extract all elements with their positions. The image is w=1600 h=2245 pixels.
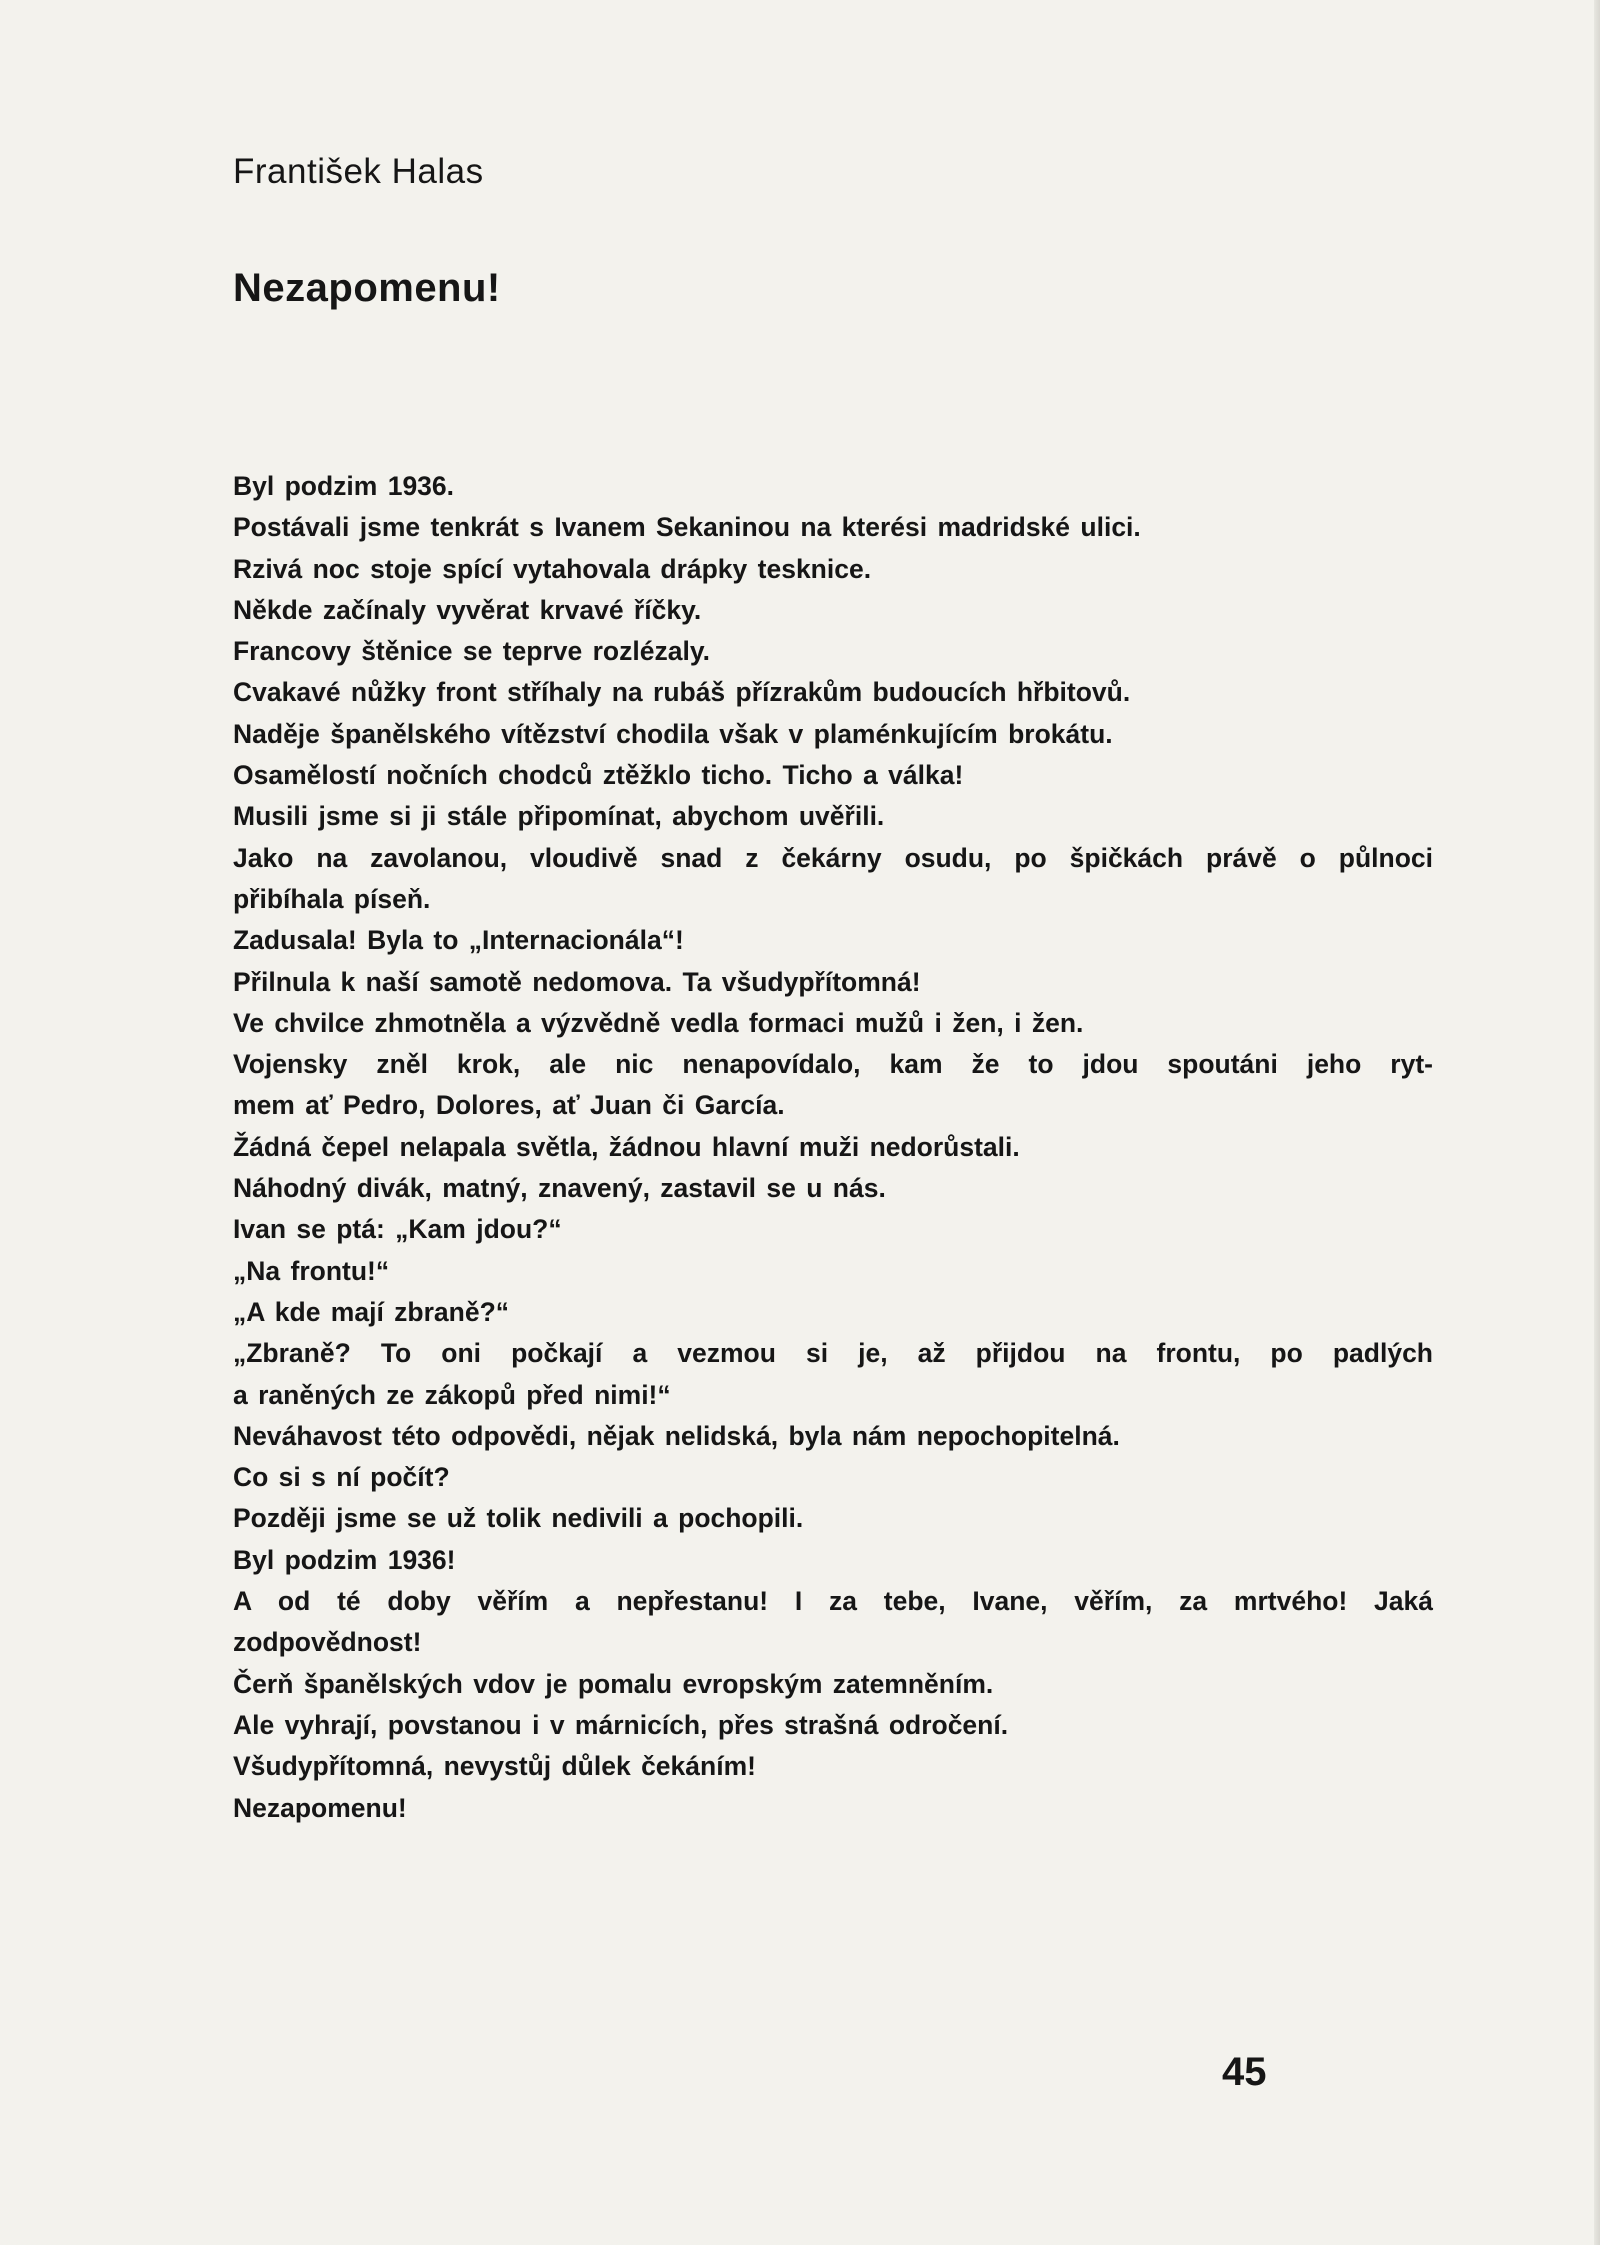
poem-line: A od té doby věřím a nepřestanu! I za tebe, Ivane, věřím, za mrtvého! Jaká <box>233 1586 1433 1617</box>
poem-line: „A kde mají zbraně?“ <box>233 1296 510 1327</box>
page-number: 45 <box>1222 2050 1267 2094</box>
poem-line: Ve chvilce zhmotněla a výzvědně vedla formaci mužů i žen, i žen. <box>233 1007 1084 1038</box>
poem-line: Zadusala! Byla to „Internacionála“! <box>233 925 684 956</box>
poem-line: Neváhavost této odpovědi, nějak nelidská, byla nám nepochopitelná. <box>233 1420 1120 1451</box>
poem-line: Byl podzim 1936. <box>233 471 455 501</box>
poem-line: Všudypřítomná, nevystůj důlek čekáním! <box>233 1751 756 1782</box>
poem-line: mem ať Pedro, Dolores, ať Juan či García. <box>233 1090 785 1121</box>
poem-line: Francovy štěnice se teprve rozlézaly. <box>233 636 710 667</box>
poem-line: Někde začínaly vyvěrat krvavé říčky. <box>233 594 702 625</box>
page-edge <box>1594 0 1600 2245</box>
poem-line: zodpovědnost! <box>233 1627 422 1658</box>
poem-line: Co si s ní počít? <box>233 1462 450 1493</box>
poem-line: přibíhala píseň. <box>233 883 431 914</box>
poem-line: Naděje španělského vítězství chodila však v plaménkujícím brokátu. <box>233 718 1113 749</box>
poem-body <box>233 466 1433 1829</box>
poem-line: Nezapomenu! <box>233 1792 407 1823</box>
poem-line: Vojensky zněl krok, ale nic nenapovídalo, kam že to jdou spoutáni jeho ryt- <box>233 1049 1433 1080</box>
poem-line: Přilnula k naší samotě nedomova. Ta všudypřítomná! <box>233 966 921 997</box>
poem-line: Ivan se ptá: „Kam jdou?“ <box>233 1214 562 1245</box>
poem-line: a raněných ze zákopů před nimi!“ <box>233 1379 671 1410</box>
poem-line: Osamělostí nočních chodců ztěžklo ticho. Ticho a válka! <box>233 760 964 791</box>
poem-line: Později jsme se už tolik nedivili a pochopili. <box>233 1503 804 1534</box>
poem-line: Cvakavé nůžky front stříhaly na rubáš přízrakům budoucích hřbitovů. <box>233 677 1131 708</box>
poem-line: Ale vyhrají, povstanou i v márnicích, přes strašná odročení. <box>233 1709 1009 1740</box>
poem-line: „Zbraně? To oni počkají a vezmou si je, až přijdou na frontu, po padlých <box>233 1338 1433 1369</box>
poem-line: Čerň španělských vdov je pomalu evropským zatemněním. <box>233 1668 994 1699</box>
poem-line: Náhodný divák, matný, znavený, zastavil se u nás. <box>233 1173 886 1204</box>
poem-line: „Na frontu!“ <box>233 1255 390 1286</box>
poem-line: Musili jsme si ji stále připomínat, abychom uvěřili. <box>233 801 885 832</box>
poem-line: Jako na zavolanou, vloudivě snad z čekárny osudu, po špičkách právě o půlnoci <box>233 842 1433 873</box>
author-name: František Halas <box>233 152 484 191</box>
poem-line: Rzivá noc stoje spící vytahovala drápky tesknice. <box>233 553 872 584</box>
poem-line: Byl podzim 1936! <box>233 1544 456 1575</box>
poem-line: Žádná čepel nelapala světla, žádnou hlavní muži nedorůstali. <box>233 1131 1020 1162</box>
poem-line: Postávali jsme tenkrát s Ivanem Sekaninou na kterési madridské ulici. <box>233 512 1141 543</box>
poem-title: Nezapomenu! <box>233 266 501 310</box>
